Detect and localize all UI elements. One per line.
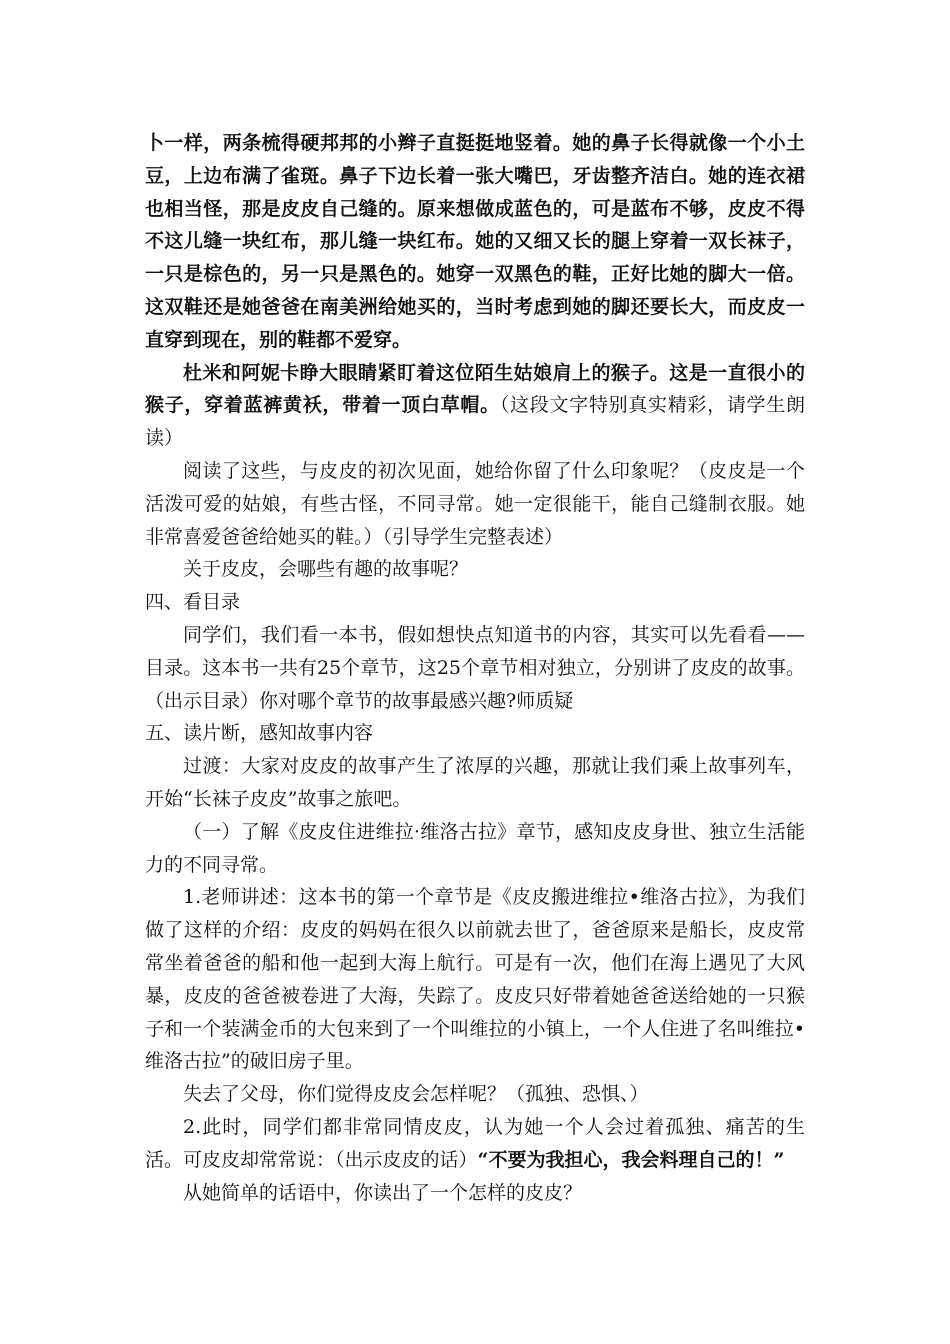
section-5-question-1: 失去了父母，你们觉得皮皮会怎样呢？（孤独、恐惧、） xyxy=(183,1083,649,1106)
excerpt-bold-text: 杜米和阿妮卡睁大眼睛紧盯着这位陌生姑娘肩上的猴子。这是一直很小的猴子，穿着蓝裤黄袄，带着一顶白草帽。 xyxy=(145,361,805,417)
section-5-transition: 过渡：大家对皮皮的故事产生了浓厚的兴趣，那就让我们乘上故事列车，开始“长袜子皮皮”故事之旅吧。 xyxy=(145,755,805,810)
section-5-heading: 五、读片断，感知故事内容 xyxy=(145,722,374,745)
excerpt-paragraph-1: 卜一样，两条梳得硬邦邦的小辫子直挺挺地竖着。她的鼻子长得就像一个小土豆，上边布满了雀斑。鼻子下边长着一张大嘴巴，牙齿整齐洁白。她的连衣裙也相当怪，那是皮皮自己缝的。原来想做成蓝色的，可是蓝布不够，皮皮不得不这儿缝一块红布，那儿缝一块红布。她的又细又长的腿上穿着一双长袜子，一只是棕色的，另一只是黑色的。她穿一双黑色的鞋，正好比她的脚大一倍。这双鞋还是她爸爸在南美洲给她买的，当时考虑到她的脚还要长大，而皮皮一直穿到现在，别的鞋都不爱穿。 xyxy=(145,132,805,351)
excerpt-paragraph-2 xyxy=(145,357,805,455)
section-5-item-1: 1.老师讲述：这本书的第一个章节是《皮皮搬进维拉•维洛古拉》，为我们做了这样的介绍：皮皮的妈妈在很久以前就去世了，爸爸原来是船长，皮皮常常坐着爸爸的船和他一起到大海上航行。可是有一次，他们在海上遇见了大风暴，皮皮的爸爸被卷进了大海，失踪了。皮皮只好带着她爸爸送给她的一只猴子和一个装满金币的大包来到了一个叫维拉的小镇上，一个人住进了名叫维拉•维洛古拉”的破旧房子里。 xyxy=(145,886,805,1073)
impression-question: 阅读了这些，与皮皮的初次见面，她给你留了什么印象呢？（皮皮是一个活泼可爱的姑娘，有些古怪，不同寻常。她一定很能干，能自己缝制衣服。她非常喜爱爸爸给她买的鞋。）（引导学生完整表述） xyxy=(145,459,805,548)
teacher-note: （这段文字特别真实精彩，请学生朗读） xyxy=(145,394,805,450)
pippi-quote: “不要为我担心，我会料理自己的！” xyxy=(477,1148,785,1171)
section-4-heading: 四、看目录 xyxy=(145,591,241,614)
impression-follow-up: 关于皮皮，会哪些有趣的故事呢？ xyxy=(183,558,469,581)
section-4-text: 同学们，我们看一本书，假如想快点知道书的内容，其实可以先看看——目录。这本书一共有25个章节，这25个章节相对独立，分别讲了皮皮的故事。（出示目录）你对哪个章节的故事最感兴趣?师质疑 xyxy=(145,623,805,712)
section-5-item-2 xyxy=(145,1111,805,1177)
section-5-question-2: 从她简单的话语中，你读出了一个怎样的皮皮？ xyxy=(183,1181,583,1204)
document-page xyxy=(145,127,805,1209)
item-2-text: 2.此时，同学们都非常同情皮皮，认为她一个人会过着孤独、痛苦的生活。可皮皮却常常说：（出示皮皮的话） xyxy=(145,1115,805,1171)
section-5-subheading-1: （一）了解《皮皮住进维拉·维洛古拉》章节，感知皮皮身世、独立生活能力的不同寻常。 xyxy=(145,820,805,876)
